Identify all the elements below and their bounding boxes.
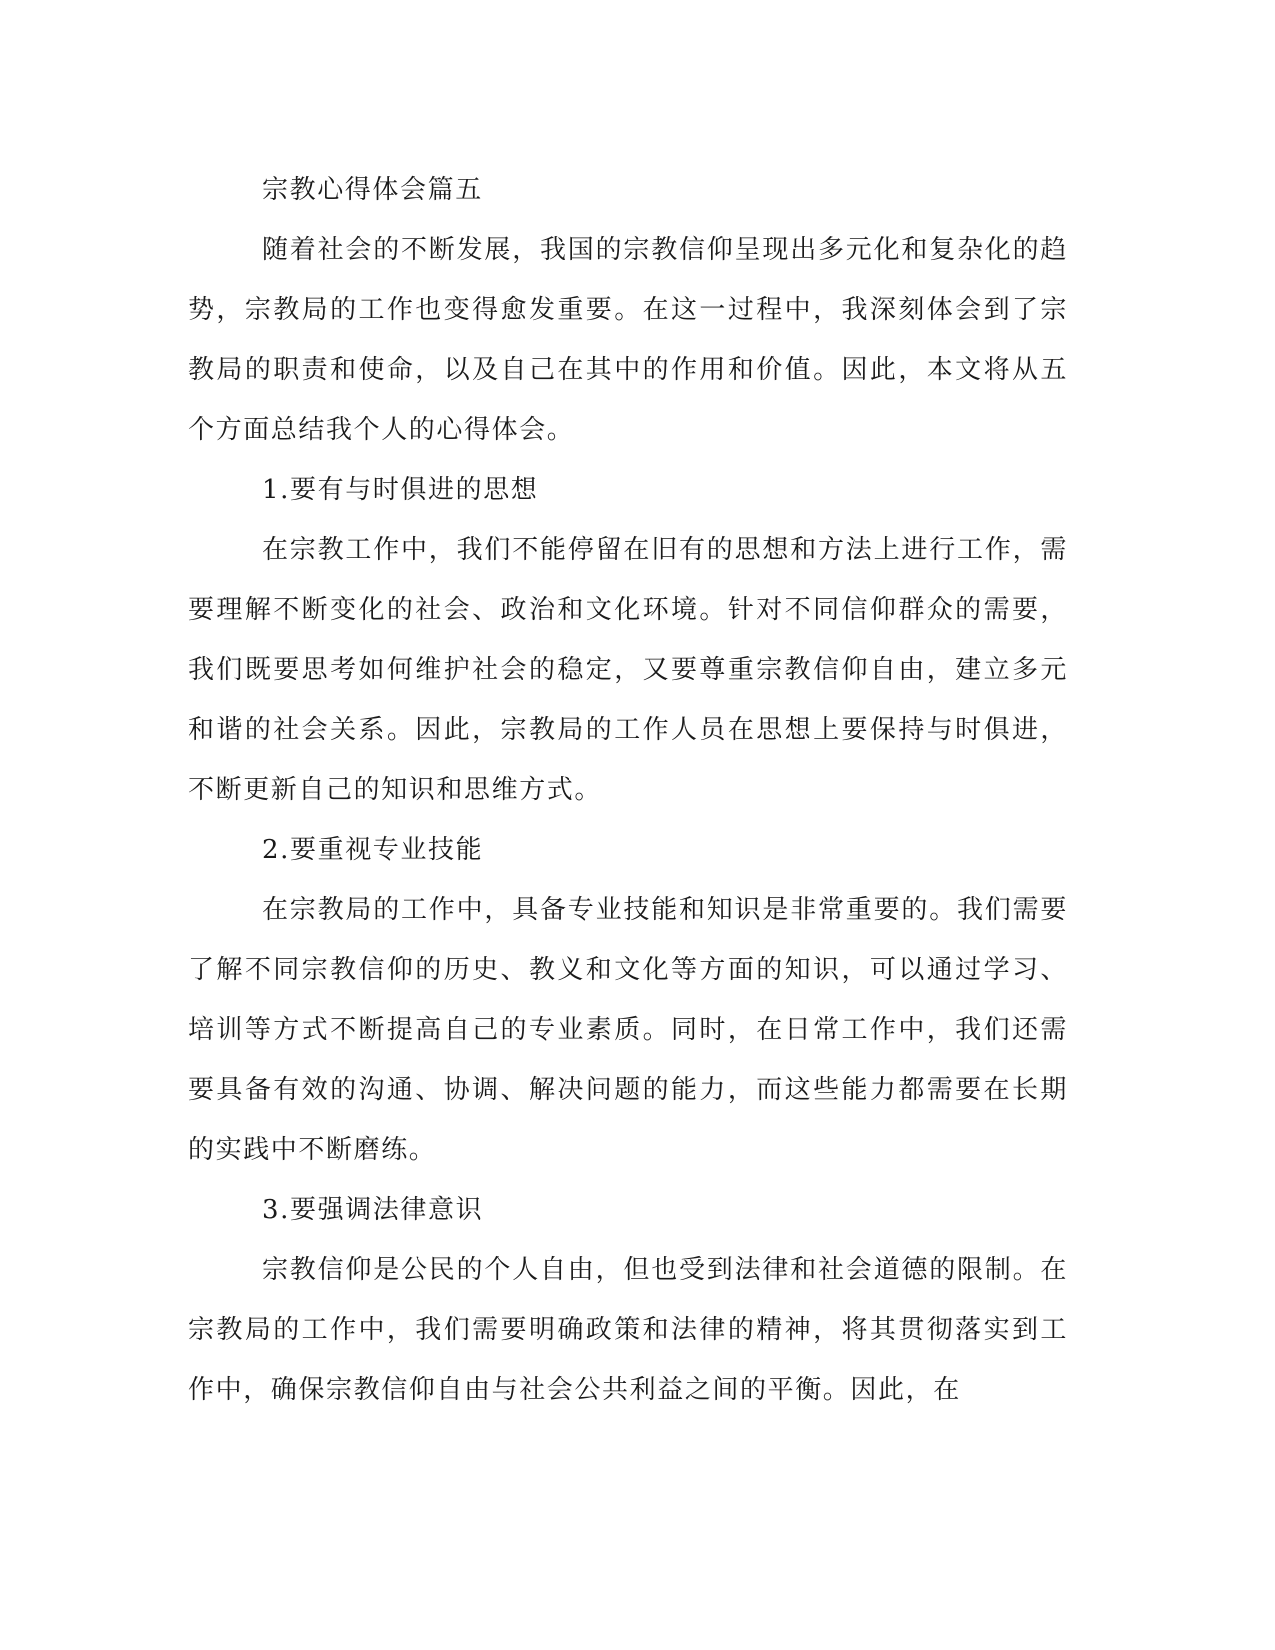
section-heading-2: 2.要重视专业技能 [262, 835, 484, 865]
section-paragraph-2: 在宗教局的工作中，具备专业技能和知识是非常重要的。我们需要了解不同宗教信仰的历史、教义和文化等方面的知识，可以通过学习、培训等方式不断提高自己的专业素质。同时，在日常工作中，我们还需要具备有效的沟通、协调、解决问题的能力，而这些能力都需要在长期的实践中不断磨练。 [188, 895, 1068, 1165]
section-heading-3: 3.要强调法律意识 [262, 1195, 484, 1225]
section-heading-1: 1.要有与时俱进的思想 [262, 475, 539, 505]
section-paragraph-3: 宗教信仰是公民的个人自由，但也受到法律和社会道德的限制。在宗教局的工作中，我们需要明确政策和法律的精神，将其贯彻落实到工作中，确保宗教信仰自由与社会公共利益之间的平衡。因此，在 [188, 1255, 1068, 1405]
intro-paragraph: 随着社会的不断发展，我国的宗教信仰呈现出多元化和复杂化的趋势，宗教局的工作也变得愈发重要。在这一过程中，我深刻体会到了宗教局的职责和使命，以及自己在其中的作用和价值。因此，本文将从五个方面总结我个人的心得体会。 [188, 235, 1068, 445]
section-paragraph-1: 在宗教工作中，我们不能停留在旧有的思想和方法上进行工作，需要理解不断变化的社会、政治和文化环境。针对不同信仰群众的需要，我们既要思考如何维护社会的稳定，又要尊重宗教信仰自由，建立多元和谐的社会关系。因此，宗教局的工作人员在思想上要保持与时俱进，不断更新自己的知识和思维方式。 [188, 535, 1068, 805]
document-content [188, 160, 1068, 1420]
document-title: 宗教心得体会篇五 [262, 175, 483, 205]
